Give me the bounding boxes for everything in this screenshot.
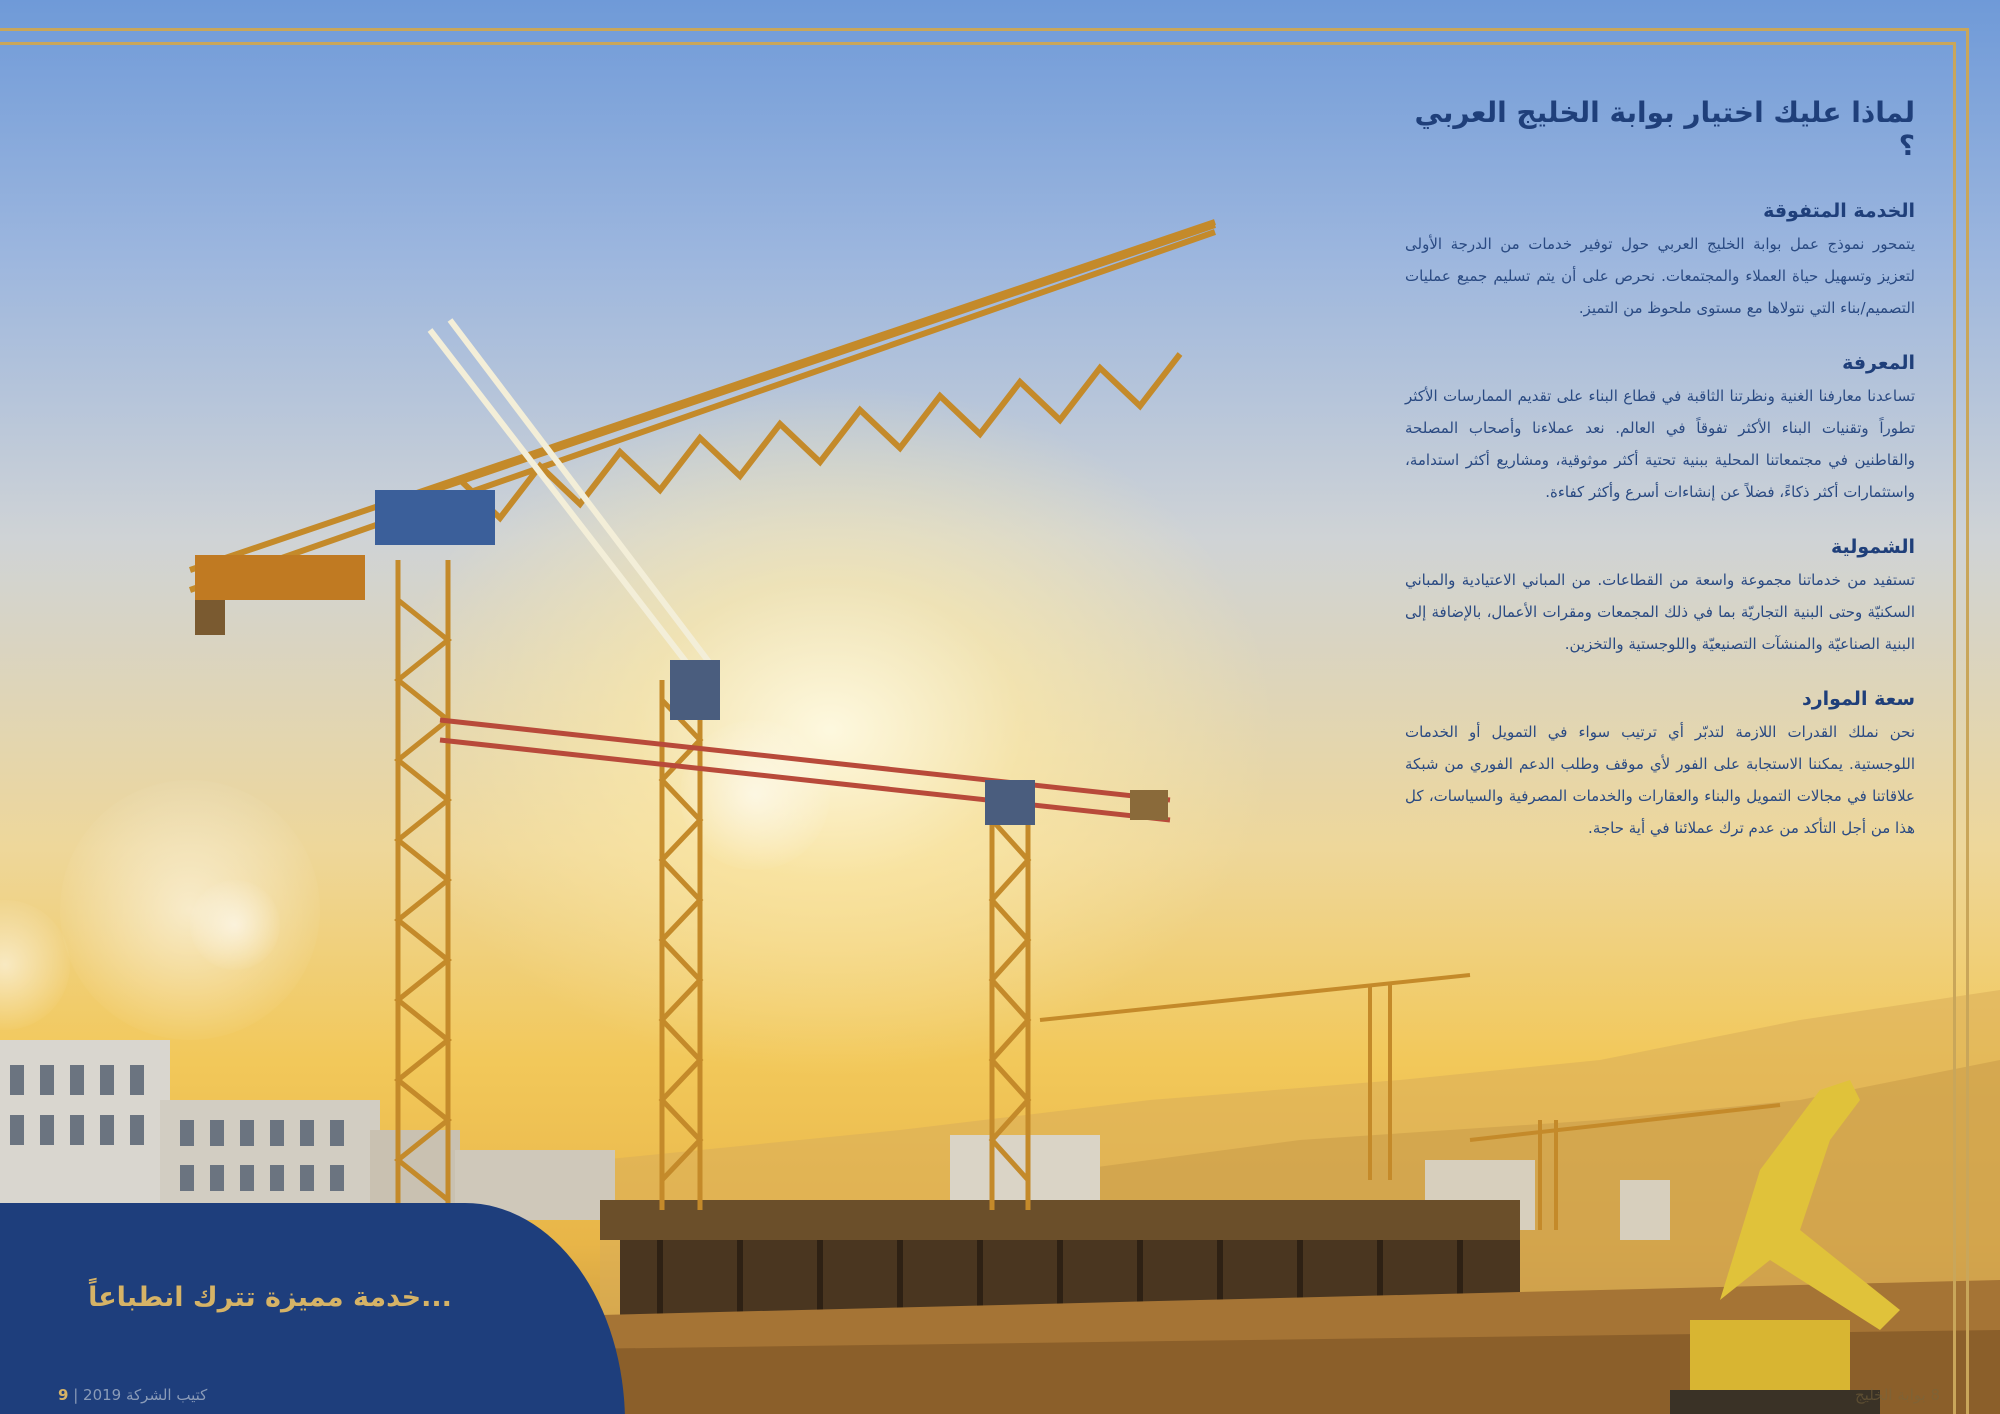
section-body: تستفيد من خدماتنا مجموعة واسعة من القطاعات. من المباني الاعتيادية والمباني السكنيّة وحتى البنية التجاريّة بما في ذلك المجمعات ومقرات الأعمال، بالإضافة إلى البنية الصناعيّة والمنشآت التصنيعيّة واللوجستية والتخزين.	[1405, 571, 1915, 653]
frame-line-right	[1966, 28, 1969, 1414]
footer-right	[1855, 1386, 1940, 1404]
content-column	[1405, 96, 1915, 872]
section-knowledge	[1405, 352, 1915, 508]
section-title: المعرفة	[1842, 352, 1915, 374]
footer-left: كتيب الشركة 2019 | 9	[58, 1386, 208, 1404]
page-headline: لماذا عليك اختيار بوابة الخليج العربي ؟	[1414, 96, 1915, 162]
section-title: الشمولية	[1830, 536, 1915, 558]
frame-line-top-inner	[0, 42, 1955, 45]
page-number: 9	[58, 1386, 69, 1404]
tagline-text: ...خدمة مميزة تترك انطباعاً	[88, 1282, 452, 1313]
section-title: سعة الموارد	[1801, 688, 1915, 710]
section-body: يتمحور نموذج عمل بوابة الخليج العربي حول توفير خدمات من الدرجة الأولى لتعزيز وتسهيل حياة العملاء والمجتمعات. نحرص على أن يتم تسليم جميع عمليات التصميم/بناء التي نتولاها مع مستوى ملحوظ من التميز.	[1405, 235, 1915, 317]
footer-label: بوابة الخليج	[1855, 1386, 1926, 1404]
section-comprehensiveness	[1405, 536, 1915, 660]
frame-line-top	[0, 28, 1968, 31]
footer-label: كتيب الشركة 2019	[83, 1386, 208, 1404]
section-title: الخدمة المتفوقة	[1763, 200, 1915, 222]
section-body: تساعدنا معارفنا الغنية ونظرتنا الثاقبة في قطاع البناء على تقديم الممارسات الأكثر تطوراً وتقنيات البناء الأكثر تفوقاً في العالم. نعد عملاءنا وأصحاب المصلحة والقاطنين في مجتمعاتنا المحلية ببنية تحتية أكثر موثوقية، ومشاريع أكثر استدامة، واستثمارات أكثر ذكاءً، فضلاً عن إنشاءات أسرع وأكثر كفاءة.	[1405, 387, 1915, 501]
frame-line-right-inner	[1953, 42, 1956, 1414]
section-body: نحن نملك القدرات اللازمة لتدبّر أي ترتيب سواء في التمويل أو الخدمات اللوجستية. يمكننا الاستجابة على الفور لأي موقف وطلب الدعم الفوري من شبكة علاقاتنا في مجالات التمويل والبناء والعقارات والخدمات المصرفية والسياسات، كل هذا من أجل التأكد من عدم ترك عملائنا في أية حاجة.	[1405, 723, 1915, 837]
section-superior-service	[1405, 200, 1915, 324]
section-resources	[1405, 688, 1915, 844]
page-number: 8	[1930, 1386, 1940, 1404]
